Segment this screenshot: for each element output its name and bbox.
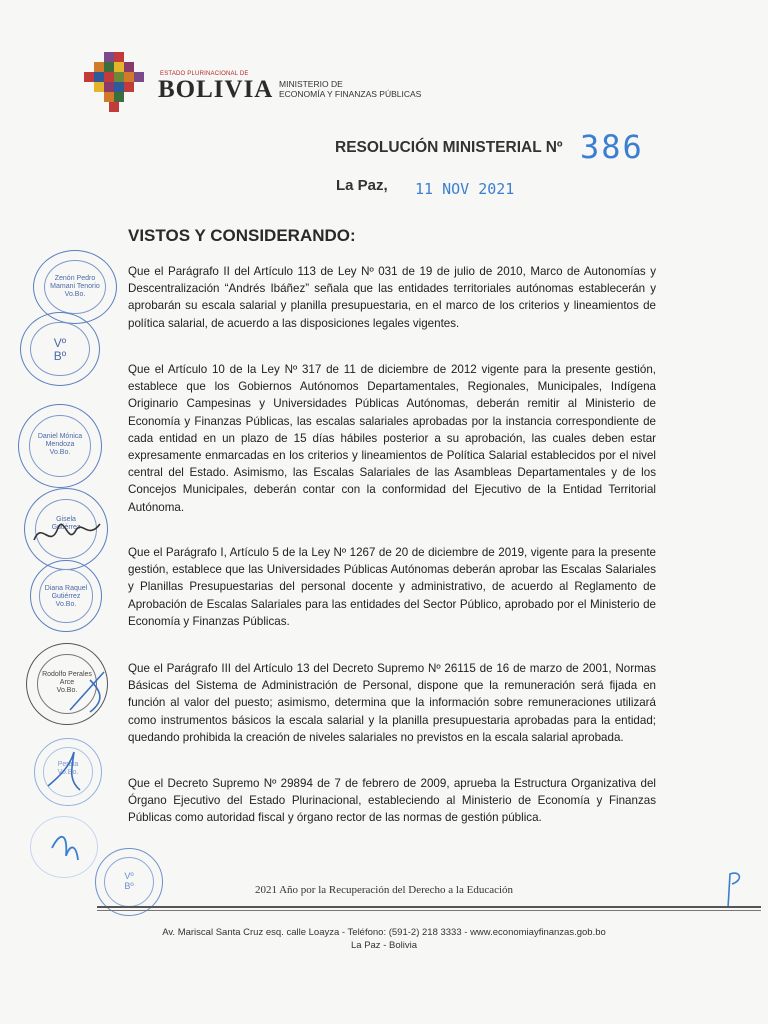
ministry-line-1: MINISTERIO DE [279,79,343,89]
signature-3 [40,746,90,796]
resolution-date-stamp: 11 NOV 2021 [415,180,515,198]
approval-stamp-3: Daniel Mónica Mendoza Vo.Bo. [18,404,102,488]
approval-stamp-1: Zenón Pedro Mamani Tenorio Vo.Bo. [33,250,117,324]
approval-stamp-9: Vº Bº [95,848,163,916]
footer-city: La Paz - Bolivia [350,940,417,951]
country-prefix: ESTADO PLURINACIONAL DE [160,71,249,77]
footer-address: Av. Mariscal Santa Cruz esq. calle Loayza - Teléfono: (591-2) 218 3333 - www.economiayfinanzas.gob.bo [162,927,606,938]
bolivia-emblem-logo [82,50,154,114]
approval-stamp-5: Diana Raquel Gutiérrez Vo.Bo. [30,560,102,632]
paragraph-5: Que el Decreto Supremo Nº 29894 de 7 de febrero de 2009, aprueba la Estructura Organizativa del Órgano Ejecutivo del Estado Plurinacional, estableciendo al Ministerio de Economía y Finanzas Públicas como autoridad fiscal y órgano rector de las normas de gestión pública. [128,777,656,825]
ministry-line-2: ECONOMÍA Y FINANZAS PÚBLICAS [279,89,422,99]
resolution-place: La Paz, [336,177,388,194]
signature-2 [60,660,120,720]
approval-stamp-6: Rodolfo Perales Arce Vo.Bo. [26,643,108,725]
paragraph-2: Que el Artículo 10 de la Ley Nº 317 de 11 de diciembre de 2012 vigente para la presente gestión, establece que los Gobiernos Autónomos Departamentales, Regionales, Municipales, Indígena Originario Campesinas y Universidades Públicas Autónomas, deberán remitir al Ministerio de Economía y Finanzas Públicas, las escalas salariales aprobadas por la instancia correspondiente de cada entidad en un plazo de 15 días hábiles posterior a su aprobación, las cuales deben estar expresamente enmarcadas en los criterios y lineamientos de Política Salarial establecidos por el nivel central del Estado. Asimismo, las Escalas Salariales de las Asambleas Departamentales y de los Concejos Municipales, deberán contar con la conformidad del Ejecutivo de la Entidad Territorial Autónoma. [128,363,656,514]
signature-4 [46,826,86,866]
paragraph-3: Que el Parágrafo I, Artículo 5 de la Ley Nº 1267 de 20 de diciembre de 2019, vigente para la presente gestión, establece que las Universidades Públicas Autónomas deberán aprobar las Escalas Salariales y Planillas Presupuestarias del personal docente y administrativo, de acuerdo al Reglamento de Aprobación de Escalas Salariales para las entidades del Sector Público, aprobado por el Ministerio de Economía y Finanzas Públicas. [128,546,656,628]
ministry-name [279,79,421,99]
country-name: BOLIVIA [158,76,274,103]
footer-rule [97,906,761,908]
paragraph-1: Que el Parágrafo II del Artículo 113 de Ley Nº 031 de 19 de julio de 2010, Marco de Autonomías y Descentralización “Andrés Ibáñez” señala que las entidades territoriales autónomas establecerán y aprobarán su escala salarial y planilla presupuestaria, en el marco de los criterios y lineamientos de política salarial, de acuerdo a las disposiciones legales vigentes. [128,265,656,330]
approval-stamp-2: Vº Bº [20,312,100,386]
paragraph-4: Que el Parágrafo III del Artículo 13 del Decreto Supremo Nº 26115 de 16 de marzo de 2001, Normas Básicas del Sistema de Administración de Personal, dispone que la remuneración será fijada en función al valor del puesto; asimismo, determina que la información sobre remuneraciones utilizará como instrumentos básicos la escala salarial y la planilla presupuestaria aprobadas para la entidad; quedando prohibida la creación de niveles salariales no previstos en la escala salarial aprobada. [128,662,656,744]
resolution-number: 386 [580,128,644,166]
section-heading: VISTOS Y CONSIDERANDO: [128,226,356,245]
resolution-label: RESOLUCIÓN MINISTERIAL Nº [335,139,563,156]
approval-stamp-4: Gisela Gutiérrez [24,488,108,570]
footer-motto: 2021 Año por la Recuperación del Derecho a la Educación [254,884,514,896]
approval-stamp-7: Perata Vo.Bo. [34,738,102,806]
signature-1 [28,500,108,560]
footer-rule-thin [97,910,761,911]
